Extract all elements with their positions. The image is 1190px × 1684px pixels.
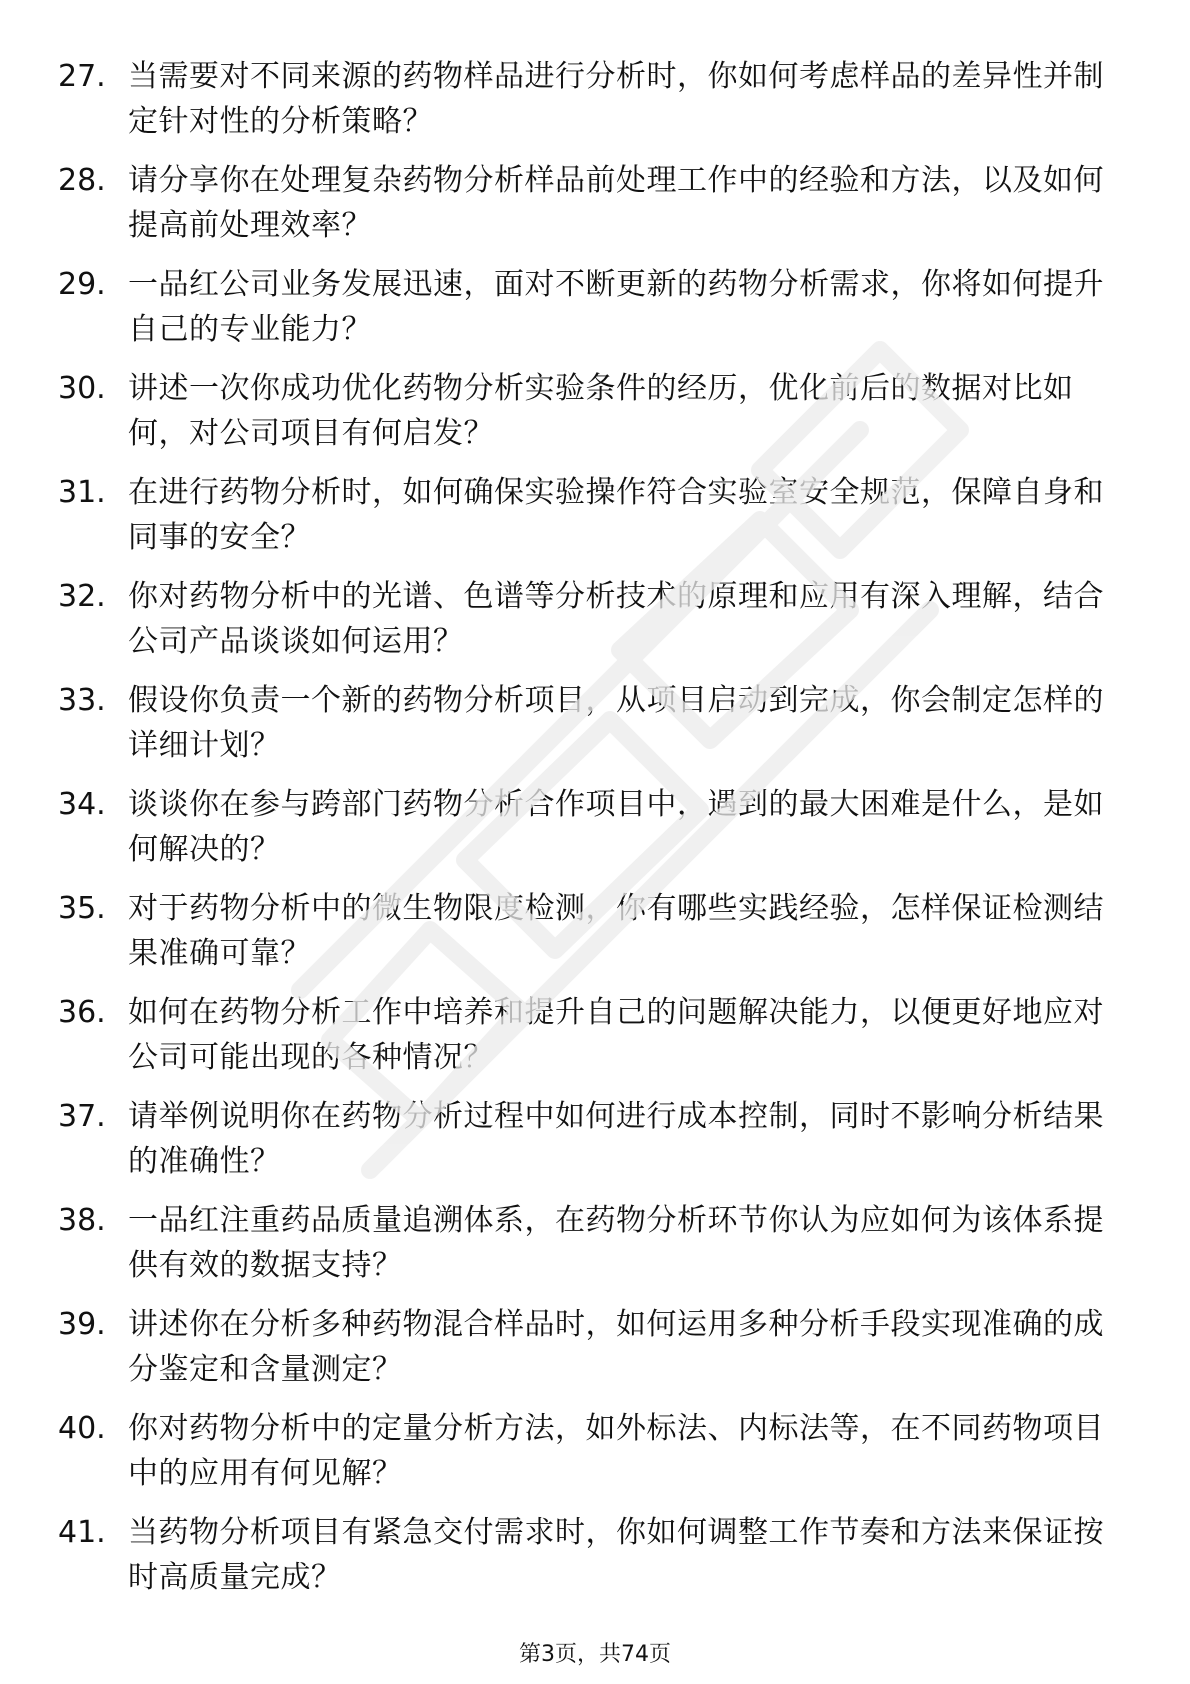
question-text: 当需要对不同来源的药物样品进行分析时，你如何考虑样品的差异性并制定针对性的分析策略？: [128, 59, 1104, 139]
question-item: [58, 262, 1128, 366]
question-number: 28.: [58, 163, 106, 198]
question-number: 30.: [58, 371, 106, 406]
question-text: 如何在药物分析工作中培养和提升自己的问题解决能力，以便更好地应对公司可能出现的各种情况？: [128, 995, 1104, 1075]
question-item: [58, 678, 1128, 782]
question-text: 一品红公司业务发展迅速，面对不断更新的药物分析需求，你将如何提升自己的专业能力？: [128, 267, 1104, 347]
question-number: 35.: [58, 891, 106, 926]
question-text: 你对药物分析中的光谱、色谱等分析技术的原理和应用有深入理解，结合公司产品谈谈如何运用？: [128, 579, 1104, 659]
question-number: 37.: [58, 1099, 106, 1134]
question-item: [58, 1094, 1128, 1198]
question-number: 40.: [58, 1411, 106, 1446]
question-number: 39.: [58, 1307, 106, 1342]
question-number: 33.: [58, 683, 106, 718]
question-number: 27.: [58, 59, 106, 94]
question-item: [58, 886, 1128, 990]
page-footer: 第3页，共74页: [519, 1642, 671, 1667]
question-text: 讲述你在分析多种药物混合样品时，如何运用多种分析手段实现准确的成分鉴定和含量测定？: [128, 1307, 1104, 1387]
question-number: 32.: [58, 579, 106, 614]
question-text: 在进行药物分析时，如何确保实验操作符合实验室安全规范，保障自身和同事的安全？: [128, 475, 1104, 555]
question-text: 你对药物分析中的定量分析方法，如外标法、内标法等，在不同药物项目中的应用有何见解？: [128, 1411, 1104, 1491]
question-number: 36.: [58, 995, 106, 1030]
question-number: 41.: [58, 1515, 106, 1550]
question-number: 38.: [58, 1203, 106, 1238]
question-text: 当药物分析项目有紧急交付需求时，你如何调整工作节奏和方法来保证按时高质量完成？: [128, 1515, 1104, 1595]
question-item: [58, 54, 1128, 158]
question-item: [58, 990, 1128, 1094]
question-item: [58, 158, 1128, 262]
question-text: 假设你负责一个新的药物分析项目，从项目启动到完成，你会制定怎样的详细计划？: [128, 683, 1104, 763]
question-item: [58, 366, 1128, 470]
question-item: [58, 782, 1128, 886]
question-text: 一品红注重药品质量追溯体系，在药物分析环节你认为应如何为该体系提供有效的数据支持？: [128, 1203, 1104, 1283]
question-item: [58, 1510, 1128, 1614]
question-text: 讲述一次你成功优化药物分析实验条件的经历，优化前后的数据对比如何，对公司项目有何启发？: [128, 371, 1074, 451]
question-text: 请举例说明你在药物分析过程中如何进行成本控制，同时不影响分析结果的准确性？: [128, 1099, 1104, 1179]
question-number: 31.: [58, 475, 106, 510]
question-item: [58, 1198, 1128, 1302]
question-text: 谈谈你在参与跨部门药物分析合作项目中，遇到的最大困难是什么，是如何解决的？: [128, 787, 1104, 867]
question-text: 请分享你在处理复杂药物分析样品前处理工作中的经验和方法，以及如何提高前处理效率？: [128, 163, 1104, 243]
question-number: 29.: [58, 267, 106, 302]
question-item: [58, 1302, 1128, 1406]
question-text: 对于药物分析中的微生物限度检测，你有哪些实践经验，怎样保证检测结果准确可靠？: [128, 891, 1104, 971]
question-list: [58, 54, 1128, 1614]
question-item: [58, 1406, 1128, 1510]
question-item: [58, 574, 1128, 678]
question-item: [58, 470, 1128, 574]
question-number: 34.: [58, 787, 106, 822]
